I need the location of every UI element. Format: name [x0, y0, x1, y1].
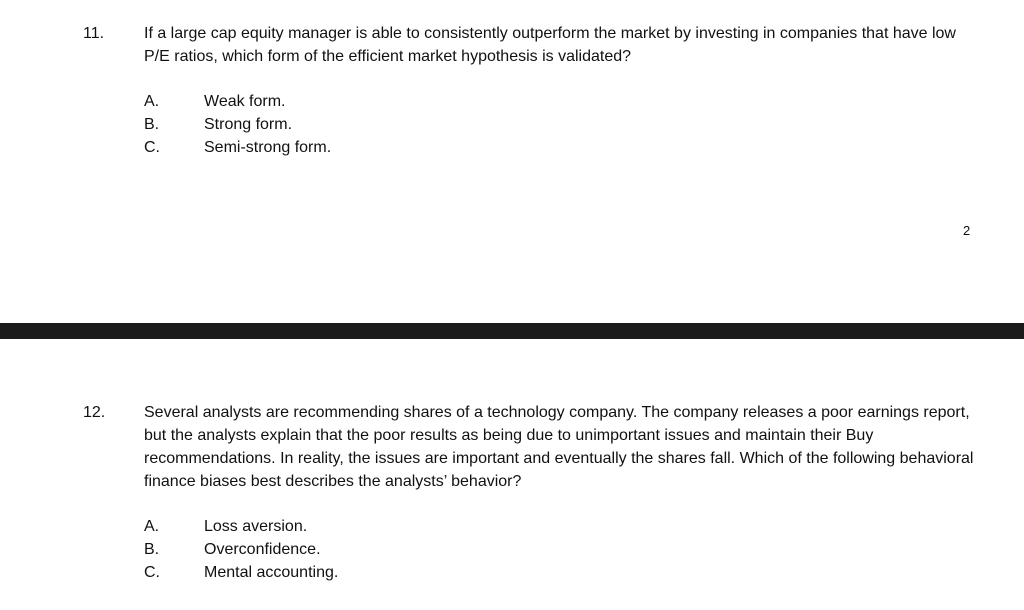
option-text: Semi-strong form. — [204, 139, 332, 156]
option-letter: B. — [144, 541, 160, 558]
option-letter: C. — [144, 139, 160, 156]
option-text: Loss aversion. — [204, 518, 308, 535]
page-break-divider — [0, 323, 1024, 339]
answer-option-c — [144, 136, 331, 159]
page-number: 2 — [963, 223, 971, 238]
question-text: If a large cap equity manager is able to consistently outperform the market by investing in companies that have low P/E ratios, which form of the efficient market hypothesis is validated? — [144, 25, 956, 65]
option-text: Overconfidence. — [204, 541, 321, 558]
answer-option-b — [144, 113, 331, 136]
option-letter: A. — [144, 93, 160, 110]
question-number: 11. — [83, 25, 105, 42]
answer-option-b — [144, 538, 338, 561]
option-letter: C. — [144, 564, 160, 581]
option-text: Strong form. — [204, 116, 293, 133]
page-lower — [0, 339, 1024, 610]
answer-option-c — [144, 561, 338, 584]
option-letter: A. — [144, 518, 160, 535]
answer-options — [144, 515, 338, 584]
option-text: Mental accounting. — [204, 564, 339, 581]
question-text: Several analysts are recommending shares of a technology company. The company releases a poor earnings report, but the analysts explain that the poor results as being due to unimportant issues and maintain their Buy recommendations. In reality, the issues are important and eventually the shares fall. Which of the following behavioral finance biases best describes the analysts’ behavior? — [144, 404, 974, 490]
option-text: Weak form. — [204, 93, 286, 110]
answer-option-a — [144, 90, 331, 113]
question-number: 12. — [83, 404, 106, 421]
answer-option-a — [144, 515, 338, 538]
option-letter: B. — [144, 116, 160, 133]
answer-options — [144, 90, 331, 159]
